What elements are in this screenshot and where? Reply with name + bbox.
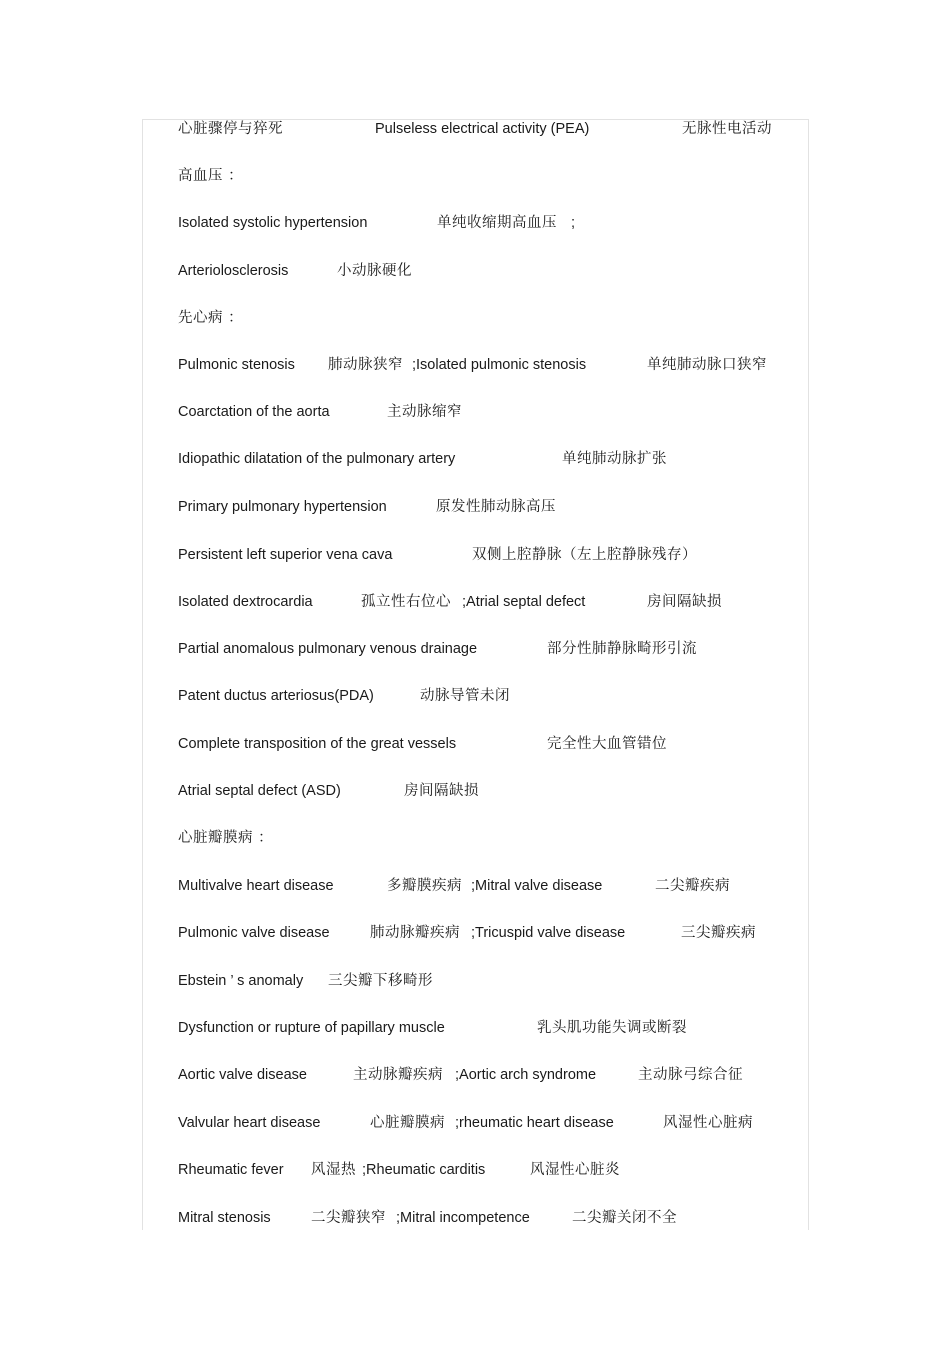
term-english: Persistent left superior vena cava — [178, 547, 393, 563]
term-english: ;Aortic arch syndrome — [455, 1067, 597, 1083]
term-line — [0, 545, 950, 569]
term-english: ;Rheumatic carditis — [362, 1162, 486, 1178]
term-chinese: 单纯肺动脉口狭窄 — [647, 357, 767, 373]
term-chinese: 肺动脉瓣疾病 — [370, 925, 460, 941]
term-english: Pulseless electrical activity (PEA) — [375, 121, 590, 137]
term-english: ;Atrial septal defect — [462, 594, 586, 610]
term-english: Pulmonic stenosis — [178, 357, 295, 373]
term-english: Rheumatic fever — [178, 1162, 284, 1178]
term-chinese: 双侧上腔静脉（左上腔静脉残存） — [472, 547, 697, 563]
term-chinese: 无脉性电活动 — [682, 121, 772, 137]
term-english: ;Isolated pulmonic stenosis — [412, 357, 587, 373]
term-chinese: 主动脉缩窄 — [387, 404, 462, 420]
term-line — [0, 686, 950, 710]
term-english: Dysfunction or rupture of papillary muscle — [178, 1020, 445, 1036]
term-english: Primary pulmonary hypertension — [178, 499, 387, 515]
term-chinese: 主动脉弓综合征 — [638, 1067, 743, 1083]
term-english: Isolated systolic hypertension — [178, 215, 368, 231]
term-line — [0, 308, 950, 332]
term-chinese: 单纯肺动脉扩张 — [562, 451, 667, 467]
term-english: Idiopathic dilatation of the pulmonary artery — [178, 451, 456, 467]
term-line — [0, 876, 950, 900]
term-line — [0, 639, 950, 663]
term-english: Aortic valve disease — [178, 1067, 307, 1083]
term-chinese: 孤立性右位心 — [361, 594, 451, 610]
term-english: ;rheumatic heart disease — [455, 1115, 614, 1131]
term-chinese: 风湿性心脏病 — [663, 1115, 753, 1131]
term-chinese: 二尖瓣关闭不全 — [572, 1210, 677, 1226]
term-english: ; — [571, 215, 576, 231]
term-chinese: 三尖瓣疾病 — [681, 925, 756, 941]
term-chinese: 高血压 ： — [178, 168, 244, 184]
term-chinese: 房间隔缺损 — [404, 783, 479, 799]
term-chinese: 原发性肺动脉高压 — [436, 499, 556, 515]
term-line — [0, 971, 950, 995]
term-line — [0, 1018, 950, 1042]
term-chinese: 二尖瓣狭窄 — [311, 1210, 386, 1226]
term-chinese: 心脏瓣膜病 ： — [178, 830, 274, 846]
term-english: Partial anomalous pulmonary venous drainage — [178, 641, 478, 657]
term-chinese: 心脏瓣膜病 — [370, 1115, 445, 1131]
term-english: Complete transposition of the great vessels — [178, 736, 457, 752]
term-chinese: 动脉导管未闭 — [420, 688, 510, 704]
term-english: ;Tricuspid valve disease — [471, 925, 626, 941]
term-line — [0, 734, 950, 758]
term-english: Isolated dextrocardia — [178, 594, 313, 610]
term-chinese: 房间隔缺损 — [647, 594, 722, 610]
term-english: Multivalve heart disease — [178, 878, 334, 894]
term-chinese: 乳头肌功能失调或断裂 — [537, 1020, 687, 1036]
term-line — [0, 1160, 950, 1184]
term-line — [0, 213, 950, 237]
term-line — [0, 923, 950, 947]
term-english: Patent ductus arteriosus(PDA) — [178, 688, 374, 704]
term-line — [0, 119, 950, 143]
term-line — [0, 1208, 950, 1232]
term-line — [0, 592, 950, 616]
term-chinese: 风湿性心脏炎 — [530, 1162, 620, 1178]
term-line — [0, 1113, 950, 1137]
term-english: Ebstein ’ s anomaly — [178, 973, 304, 989]
term-chinese: 单纯收缩期高血压 — [437, 215, 557, 231]
term-english: Pulmonic valve disease — [178, 925, 330, 941]
term-english: Valvular heart disease — [178, 1115, 321, 1131]
page-frame — [142, 119, 809, 1230]
term-line — [0, 1065, 950, 1089]
term-chinese: 小动脉硬化 — [337, 263, 412, 279]
term-english: ;Mitral incompetence — [396, 1210, 530, 1226]
term-line — [0, 355, 950, 379]
term-line — [0, 402, 950, 426]
term-english: Mitral stenosis — [178, 1210, 271, 1226]
term-line — [0, 497, 950, 521]
term-chinese: 肺动脉狭窄 — [328, 357, 403, 373]
term-line — [0, 261, 950, 285]
term-line — [0, 781, 950, 805]
term-chinese: 风湿热 — [311, 1162, 356, 1178]
term-line — [0, 449, 950, 473]
term-english: Coarctation of the aorta — [178, 404, 330, 420]
term-chinese: 三尖瓣下移畸形 — [328, 973, 433, 989]
term-chinese: 部分性肺静脉畸形引流 — [547, 641, 697, 657]
term-chinese: 先心病 ： — [178, 310, 244, 326]
term-line — [0, 166, 950, 190]
term-chinese: 完全性大血管错位 — [547, 736, 667, 752]
term-chinese: 心脏骤停与猝死 — [178, 121, 283, 137]
term-english: Atrial septal defect (ASD) — [178, 783, 341, 799]
term-chinese: 主动脉瓣疾病 — [353, 1067, 443, 1083]
term-chinese: 二尖瓣疾病 — [655, 878, 730, 894]
term-chinese: 多瓣膜疾病 — [387, 878, 462, 894]
term-english: ;Mitral valve disease — [471, 878, 603, 894]
term-line — [0, 828, 950, 852]
term-english: Arteriolosclerosis — [178, 263, 289, 279]
